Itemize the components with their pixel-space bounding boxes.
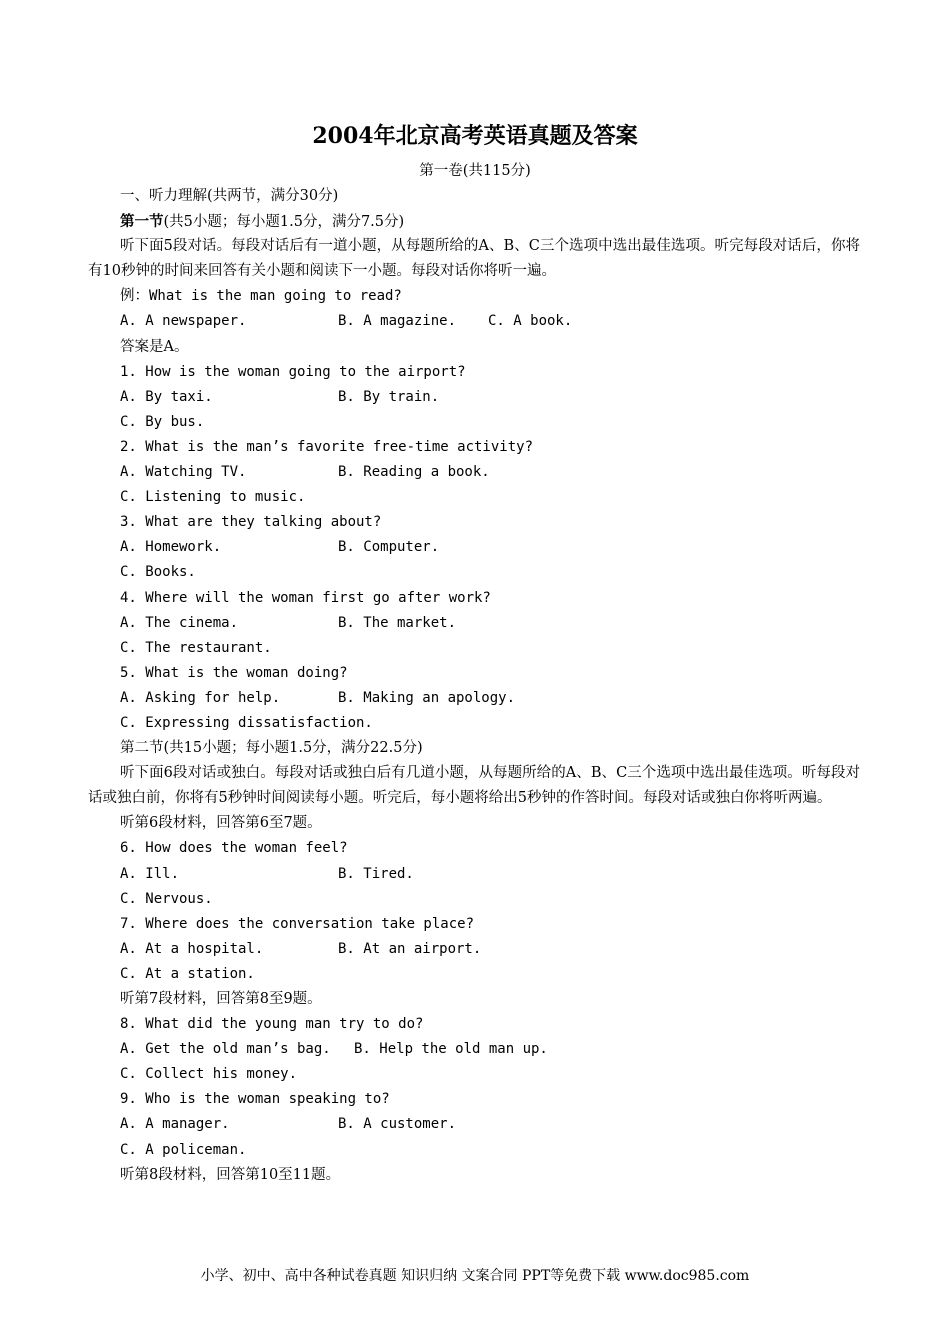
option-a: A. The cinema. <box>120 614 239 631</box>
question-4: 4. Where will the woman first go after work? <box>120 589 491 606</box>
document-title: 2004年北京高考英语真题及答案 <box>312 123 638 149</box>
question-1-options-ab <box>88 385 860 410</box>
question-2-options-ab <box>88 460 860 485</box>
section1-instructions: 听下面5段对话。每段对话后有一道小题，从每题所给的A、B、C三个选项中选出最佳选项。听完每段对话后，你将有10秒钟的时间来回答有关小题和阅读下一小题。每段对话你将听一遍。 <box>88 238 860 280</box>
question-7: 7. Where does the conversation take place? <box>120 915 475 932</box>
question-7-options-ab <box>88 937 860 962</box>
option-c: C. Expressing dissatisfaction. <box>120 714 373 731</box>
option-a: A. By taxi. <box>120 388 213 405</box>
section1-heading <box>88 209 860 234</box>
question-5-options-ab <box>88 686 860 711</box>
option-a: A. Asking for help. <box>120 689 281 706</box>
section1-heading-rest: (共5小题；每小题1.5分，满分7.5分) <box>163 214 405 231</box>
option-a: A. At a hospital. <box>120 940 264 957</box>
section2-heading: 第二节(共15小题；每小题1.5分，满分22.5分) <box>120 740 423 757</box>
part1-heading: 一、听力理解(共两节，满分30分) <box>120 188 339 204</box>
option-a: A. Get the old man’s bag. <box>120 1041 331 1058</box>
document-body <box>88 184 860 1188</box>
option-b: B. Reading a book. <box>338 464 490 481</box>
option-c: C. Books. <box>120 564 196 581</box>
option-c: C. Collect his money. <box>120 1066 298 1083</box>
question-8-options-ab <box>88 1037 860 1062</box>
question-9: 9. Who is the woman speaking to? <box>120 1091 390 1108</box>
material-8-heading: 听第8段材料，回答第10至11题。 <box>120 1166 341 1183</box>
question-5: 5. What is the woman doing? <box>120 664 348 681</box>
option-c: C. Nervous. <box>120 890 213 907</box>
section2-instructions: 听下面6段对话或独白。每段对话或独白后有几道小题，从每题所给的A、B、C三个选项中选出最佳选项。听每段对话或独白前，你将有5秒钟时间阅读每小题。听完后，每小题将给出5秒钟的作答时间。每段对话或独白你将听两遍。 <box>88 765 860 807</box>
option-b: B. A customer. <box>338 1116 457 1133</box>
option-a: A. Homework. <box>120 539 222 556</box>
option-a: A. A manager. <box>120 1116 230 1133</box>
option-b: B. Tired. <box>338 865 414 882</box>
example-option-a: A. A newspaper. <box>120 313 247 330</box>
option-c: C. The restaurant. <box>120 639 272 656</box>
question-2: 2. What is the man’s favorite free-time activity? <box>120 438 534 455</box>
option-b: B. Help the old man up. <box>354 1041 548 1058</box>
section1-heading-bold: 第一节 <box>120 213 164 231</box>
example-label: 例： <box>120 288 149 305</box>
option-b: B. The market. <box>338 614 457 631</box>
option-c: C. A policeman. <box>120 1141 247 1158</box>
material-6-heading: 听第6段材料，回答第6至7题。 <box>120 815 322 832</box>
page-footer: 小学、初中、高中各种试卷真题 知识归纳 文案合同 PPT等免费下载 www.doc985.com <box>200 1268 750 1284</box>
option-a: A. Ill. <box>120 865 180 882</box>
question-8: 8. What did the young man try to do? <box>120 1016 424 1033</box>
question-1: 1. How is the woman going to the airport? <box>120 363 466 380</box>
example-question <box>88 284 860 309</box>
paper-subtitle: 第一卷(共115分) <box>419 163 531 179</box>
question-3-options-ab <box>88 535 860 560</box>
material-7-heading: 听第7段材料，回答第8至9题。 <box>120 991 322 1007</box>
example-option-b: B. A magazine. <box>338 313 457 330</box>
question-6: 6. How does the woman feel? <box>120 840 348 857</box>
option-b: B. Making an apology. <box>338 689 516 706</box>
example-question-text: What is the man going to read? <box>149 288 402 305</box>
option-b: B. At an airport. <box>338 940 482 957</box>
option-a: A. Watching TV. <box>120 464 247 481</box>
example-options <box>88 309 860 334</box>
option-c: C. At a station. <box>120 965 255 982</box>
option-b: B. By train. <box>338 388 440 405</box>
option-c: C. Listening to music. <box>120 489 306 506</box>
option-c: C. By bus. <box>120 413 205 430</box>
question-6-options-ab <box>88 862 860 887</box>
example-option-c: C. A book. <box>488 313 573 330</box>
question-4-options-ab <box>88 611 860 636</box>
question-3: 3. What are they talking about? <box>120 514 382 531</box>
example-answer: 答案是A。 <box>120 338 189 355</box>
question-9-options-ab <box>88 1112 860 1137</box>
option-b: B. Computer. <box>338 539 440 556</box>
